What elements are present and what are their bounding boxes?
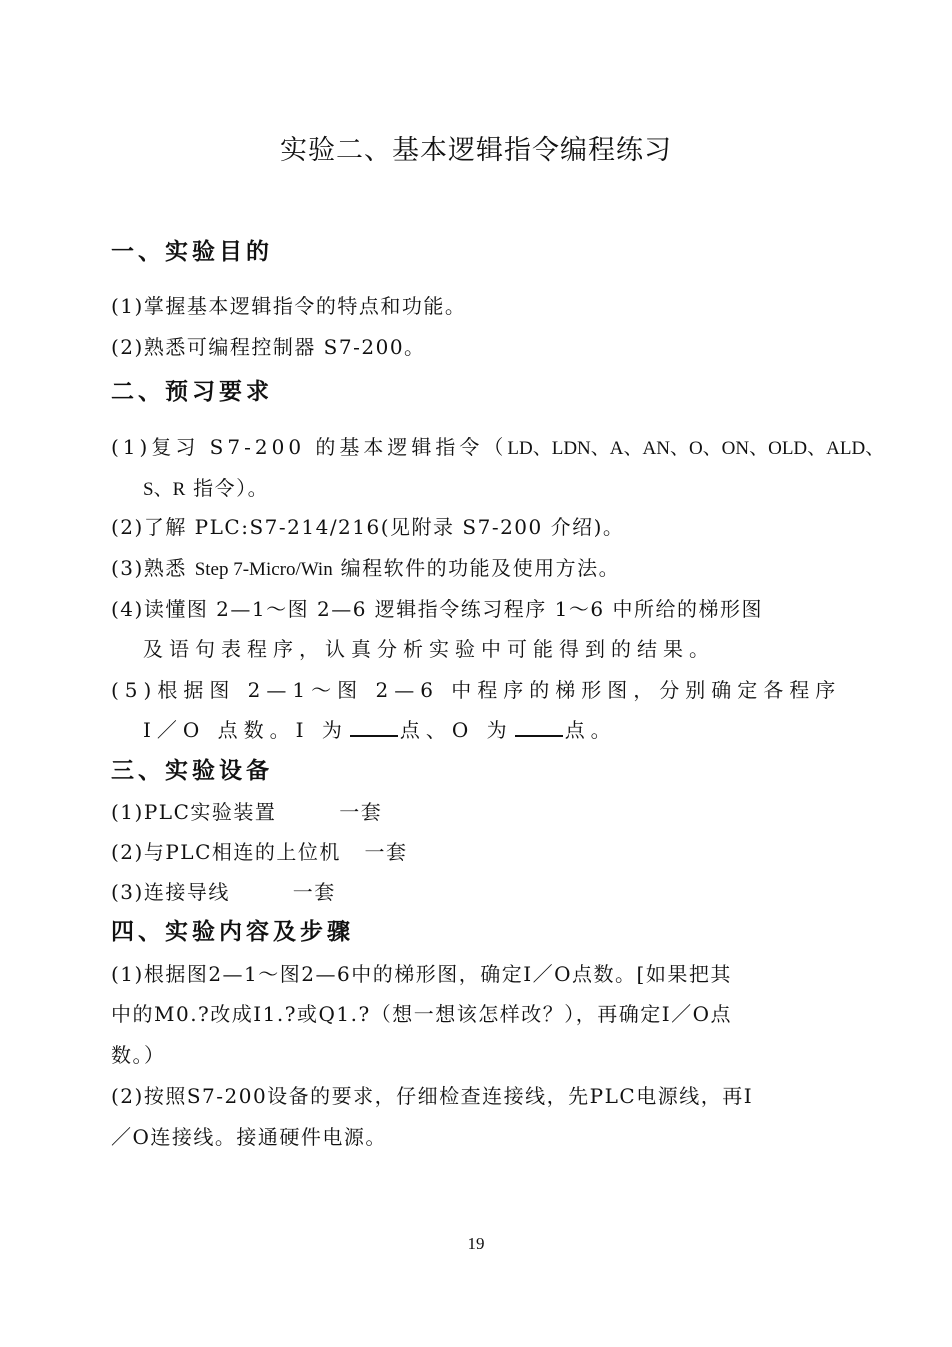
equipment-item-2: (2)与PLC相连的上位机 一套 [111, 840, 408, 864]
preview-item-1-cont [143, 472, 269, 501]
steps-item-1-line3: 数。） [111, 1043, 166, 1067]
preview-item-3 [111, 552, 620, 581]
output-count-blank [515, 721, 563, 737]
steps-item-2-line1: (2)按照S7-200设备的要求，仔细检查连接线，先PLC电源线，再I [111, 1084, 754, 1108]
section-heading-objective: 一、实验目的 [111, 239, 273, 265]
preview-item-1-text: (1)复习 S7-200 的基本逻辑指令（ [111, 435, 508, 459]
preview-item-5-line2 [143, 714, 617, 743]
section-heading-equipment: 三、实验设备 [111, 758, 273, 784]
preview-item-1 [111, 431, 884, 460]
preview-item-4-line2: 及语句表程序，认真分析实验中可能得到的结果。 [143, 637, 715, 661]
steps-item-1-line2: 中的M0.?改成I1.?或Q1.?（想一想该怎样改？），再确定I／O点 [111, 1002, 732, 1026]
equipment-item-1: (1)PLC实验装置 一套 [111, 800, 383, 824]
section-heading-preview: 二、预习要求 [111, 379, 273, 405]
preview-item-4-line1: (4)读懂图 2—1～图 2—6 逻辑指令练习程序 1～6 中所给的梯形图 [111, 597, 763, 621]
equipment-item-3: (3)连接导线 一套 [111, 880, 336, 904]
software-name: Step 7-Micro/Win [194, 559, 333, 580]
io-text-b: 点、O 为 [399, 718, 513, 742]
instruction-list: LD、LDN、A、AN、O、ON、OLD、ALD、 [507, 438, 885, 459]
preview-item-3-prefix: (3)熟悉 [111, 556, 195, 580]
preview-item-3-suffix: 编程软件的功能及使用方法。 [332, 556, 621, 580]
page-title: 实验二、基本逻辑指令编程练习 [280, 135, 672, 166]
steps-item-2-line2: ／O连接线。接通硬件电源。 [111, 1125, 387, 1149]
instruction-list-cont: S、R [143, 479, 186, 500]
io-text-c: 点。 [564, 718, 617, 742]
page-number: 19 [467, 1234, 485, 1253]
objective-item-1: (1)掌握基本逻辑指令的特点和功能。 [111, 294, 467, 318]
preview-item-2: (2)了解 PLC:S7-214/216(见附录 S7-200 介绍)。 [111, 515, 625, 539]
steps-item-1-line1: (1)根据图2—1～图2—6中的梯形图，确定I／O点数。[如果把其 [111, 962, 732, 986]
preview-item-5-line1: (5)根据图 2—1～图 2—6 中程序的梯形图，分别确定各程序 [111, 678, 842, 702]
preview-item-1-end: 指令）。 [185, 476, 270, 500]
section-heading-steps: 四、实验内容及步骤 [111, 919, 354, 945]
io-text-a: I／O 点数。I 为 [143, 718, 348, 742]
objective-item-2: (2)熟悉可编程控制器 S7-200。 [111, 335, 426, 359]
input-count-blank [350, 721, 398, 737]
